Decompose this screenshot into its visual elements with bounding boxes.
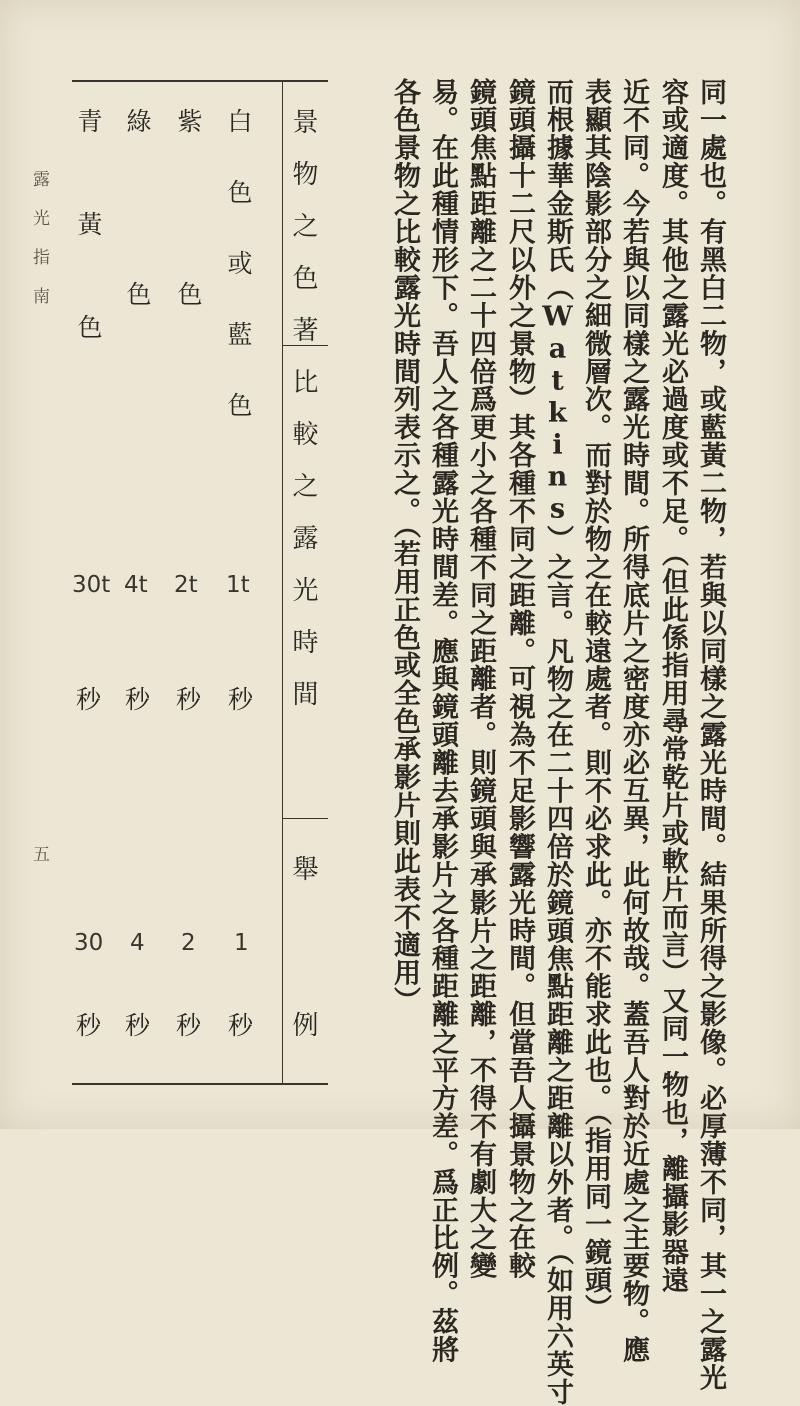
header-relative-exposure: 比較之露光時間 (288, 368, 318, 732)
body-column: 表顯其陰影部分之細微層次。而對於物之在較遠處者。則不必求此。亦不能求此也。（指用同一鏡頭） (580, 78, 611, 1323)
row-example: 2 (181, 930, 196, 956)
row-example-unit: 秒 (176, 1011, 202, 1040)
table-header-rule (282, 818, 328, 819)
row-example: 30 (74, 930, 104, 956)
body-column: 近不同。今若與以同樣之露光時間。所得底片之密度亦必互異，此何故哉。蓋吾人對於近處之主要物。應 (618, 78, 649, 1364)
row-relative-unit: 秒 (76, 685, 102, 714)
row-relative-unit: 秒 (176, 685, 202, 714)
row-color: 白色或藍色 (224, 108, 253, 463)
row-example: 4 (130, 930, 145, 956)
row-example-unit: 秒 (76, 1011, 102, 1040)
body-column: 而根據華金斯氏（Watkins）之言。凡物之在二十四倍於鏡頭焦點距離之距離以外者。（如用六英寸 (542, 78, 573, 1406)
body-column: 同一處也。有黑白二物，或藍黃二物，若與以同樣之露光時間。結果所得之影像。必厚薄不同，其一之露光 (695, 78, 726, 1392)
row-color: 青黃色 (74, 108, 103, 417)
row-color: 紫色 (174, 108, 203, 454)
row-color: 綠色 (123, 108, 152, 454)
row-relative-unit: 秒 (125, 685, 151, 714)
body-column: 鏡頭攝十二尺以外之景物）其各種不同之距離。可視為不足影響露光時間。但當吾人攝景物之在較 (504, 78, 535, 1280)
row-relative: 4t (124, 572, 148, 598)
table-top-rule (72, 80, 328, 82)
header-subject-color: 景物之色著 (288, 108, 318, 368)
row-example: 1 (234, 930, 249, 956)
body-column: 各色景物之比較露光時間列表示之。（若用正色或全色承影片則此表不適用） (389, 78, 420, 1015)
body-column: 鏡頭焦點距離之二十四倍爲更小之各種不同之距離者。則鏡頭與承影片之距離，不得不有劇大之變 (465, 78, 496, 1280)
running-header: 露光指南 (29, 170, 49, 326)
row-relative: 30t (72, 572, 111, 598)
row-relative: 1t (226, 572, 250, 598)
row-relative-unit: 秒 (228, 685, 254, 714)
row-example-unit: 秒 (228, 1011, 254, 1040)
page-number: 五 (29, 845, 49, 884)
body-column: 易。在此種情形下。吾人之各種露光時間差。應與鏡頭離去承影片之各種距離之平方差。爲正比例。茲將 (427, 78, 458, 1364)
row-example-unit: 秒 (125, 1011, 151, 1040)
body-column: 容或適度。其他之露光必過度或不足。（但此係指用尋常乾片或軟片而言）又同一物也，離攝影器遠 (657, 78, 688, 1295)
row-relative: 2t (174, 572, 198, 598)
table-header-divider (282, 82, 283, 1083)
header-example: 舉例 (288, 855, 318, 1167)
